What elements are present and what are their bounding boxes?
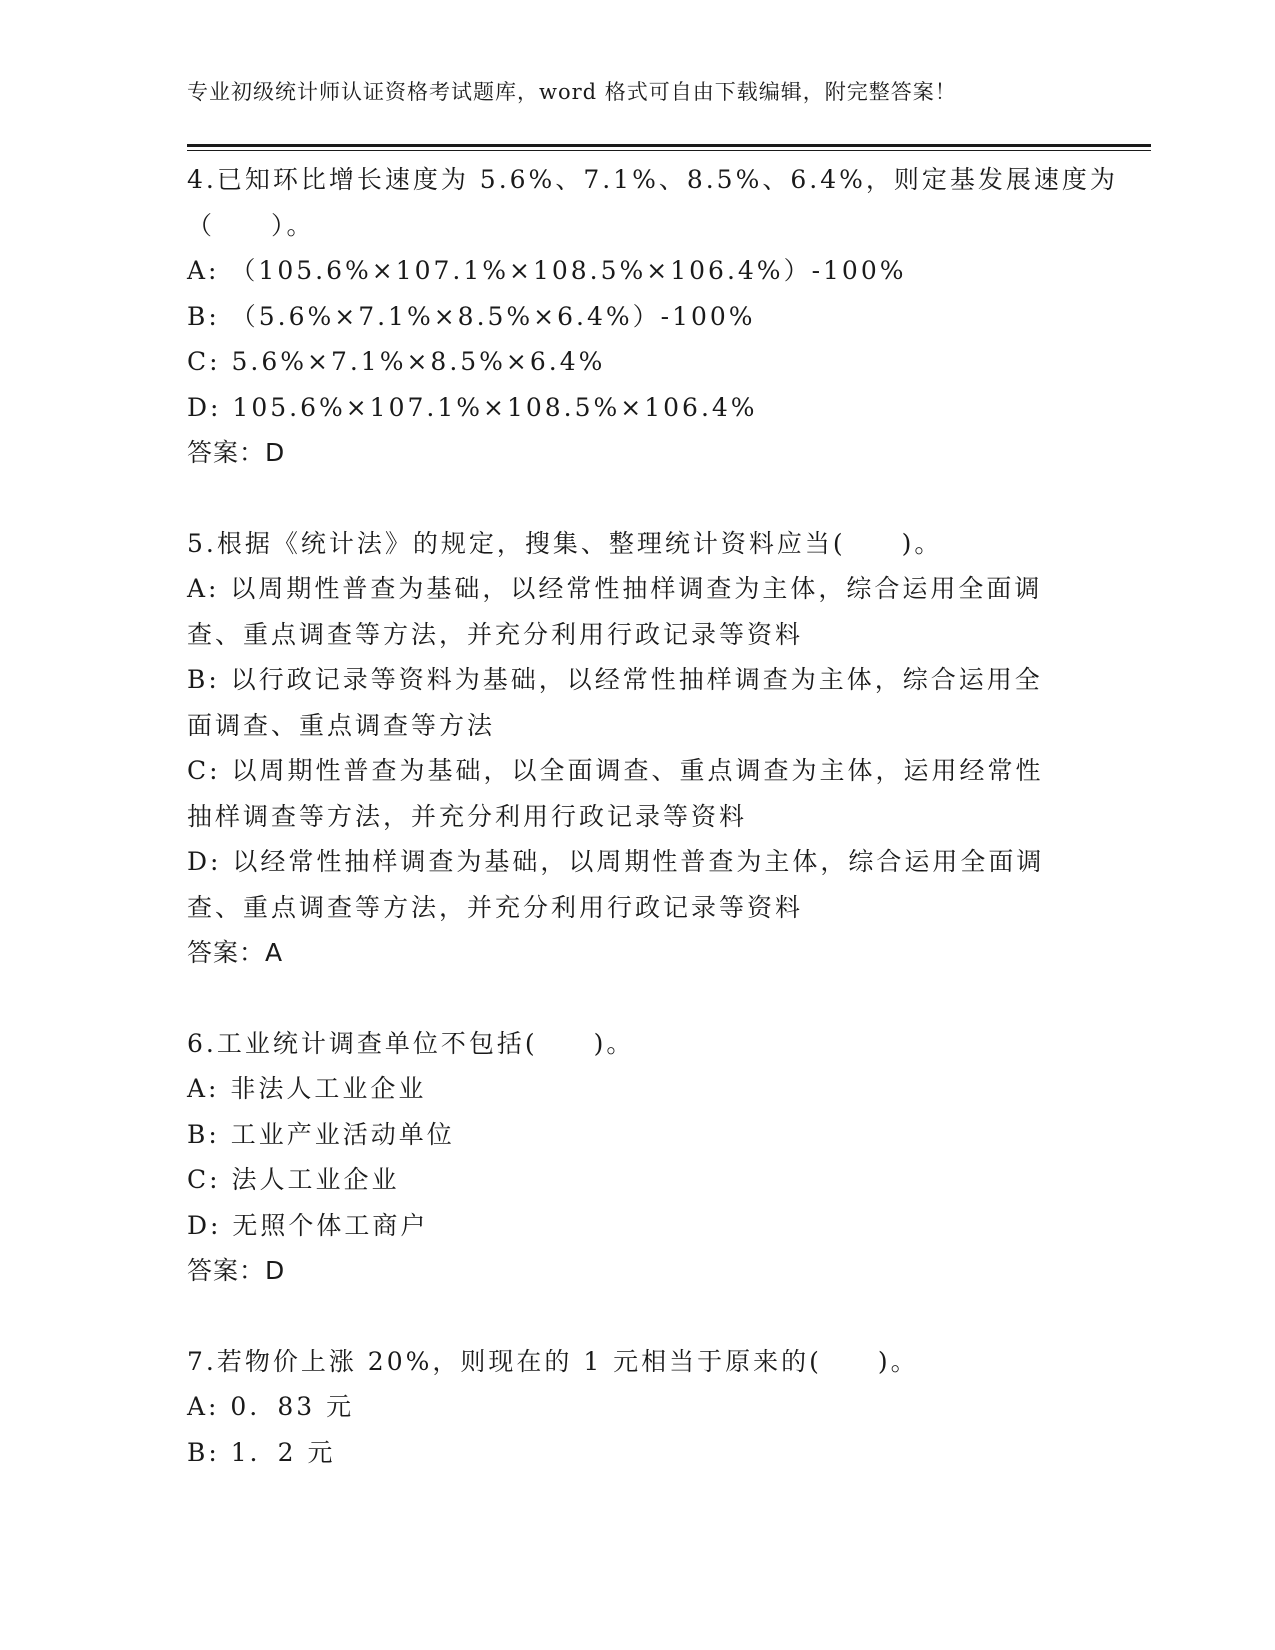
- option-c-continued: 抽样调查等方法，并充分利用行政记录等资料: [187, 801, 748, 831]
- option-b-continued: 面调查、重点调查等方法: [187, 710, 496, 740]
- question-7: [187, 1339, 1087, 1476]
- option-b: B: （5.6%×7.1%×8.5%×6.4%）-100%: [187, 301, 756, 331]
- answer-line: 答案：D: [187, 438, 286, 467]
- option-a: A: 0．83 元: [187, 1392, 355, 1421]
- question-list: [187, 157, 1118, 1520]
- option-c: C: 以周期性普查为基础，以全面调查、重点调查为主体，运用经常性: [187, 756, 1044, 785]
- option-c: C: 法人工业企业: [187, 1165, 400, 1194]
- option-b: B: 以行政记录等资料为基础，以经常性抽样调查为主体，综合运用全: [187, 665, 1043, 694]
- question-5: [187, 521, 1087, 976]
- answer-line: 答案：A: [187, 938, 284, 967]
- question-text: 7.若物价上涨 20%，则现在的 1 元相当于原来的( )。: [187, 1346, 919, 1376]
- option-b: B: 工业产业活动单位: [187, 1119, 455, 1149]
- option-a-continued: 查、重点调查等方法，并充分利用行政记录等资料: [187, 619, 804, 649]
- question-text: （ ）。: [187, 210, 315, 240]
- header-rule-thick: [187, 144, 1151, 147]
- option-a: A: 以周期性普查为基础，以经常性抽样调查为主体，综合运用全面调: [187, 574, 1043, 603]
- option-a: A: （105.6%×107.1%×108.5%×106.4%）-100%: [187, 256, 907, 285]
- question-6: [187, 1021, 1087, 1294]
- question-text: 5.根据《统计法》的规定，搜集、整理统计资料应当( )。: [187, 528, 943, 558]
- option-d-continued: 查、重点调查等方法，并充分利用行政记录等资料: [187, 892, 804, 922]
- option-a: A: 非法人工业企业: [187, 1074, 427, 1103]
- option-c: C: 5.6%×7.1%×8.5%×6.4%: [187, 347, 606, 376]
- option-d: D: 以经常性抽样调查为基础，以周期性普查为主体，综合运用全面调: [187, 847, 1045, 876]
- answer-line: 答案：D: [187, 1256, 286, 1285]
- option-d: D: 无照个体工商户: [187, 1210, 429, 1240]
- question-4: [187, 157, 1118, 476]
- page-header: 专业初级统计师认证资格考试题库，word 格式可自由下载编辑，附完整答案！: [187, 80, 957, 104]
- option-d: D: 105.6%×107.1%×108.5%×106.4%: [187, 392, 758, 422]
- header-rule-thin: [187, 150, 1151, 151]
- question-text: 4.已知环比增长速度为 5.6%、7.1%、8.5%、6.4%，则定基发展速度为: [187, 165, 1118, 194]
- option-b: B: 1．2 元: [187, 1437, 336, 1467]
- question-text: 6.工业统计调查单位不包括( )。: [187, 1028, 635, 1058]
